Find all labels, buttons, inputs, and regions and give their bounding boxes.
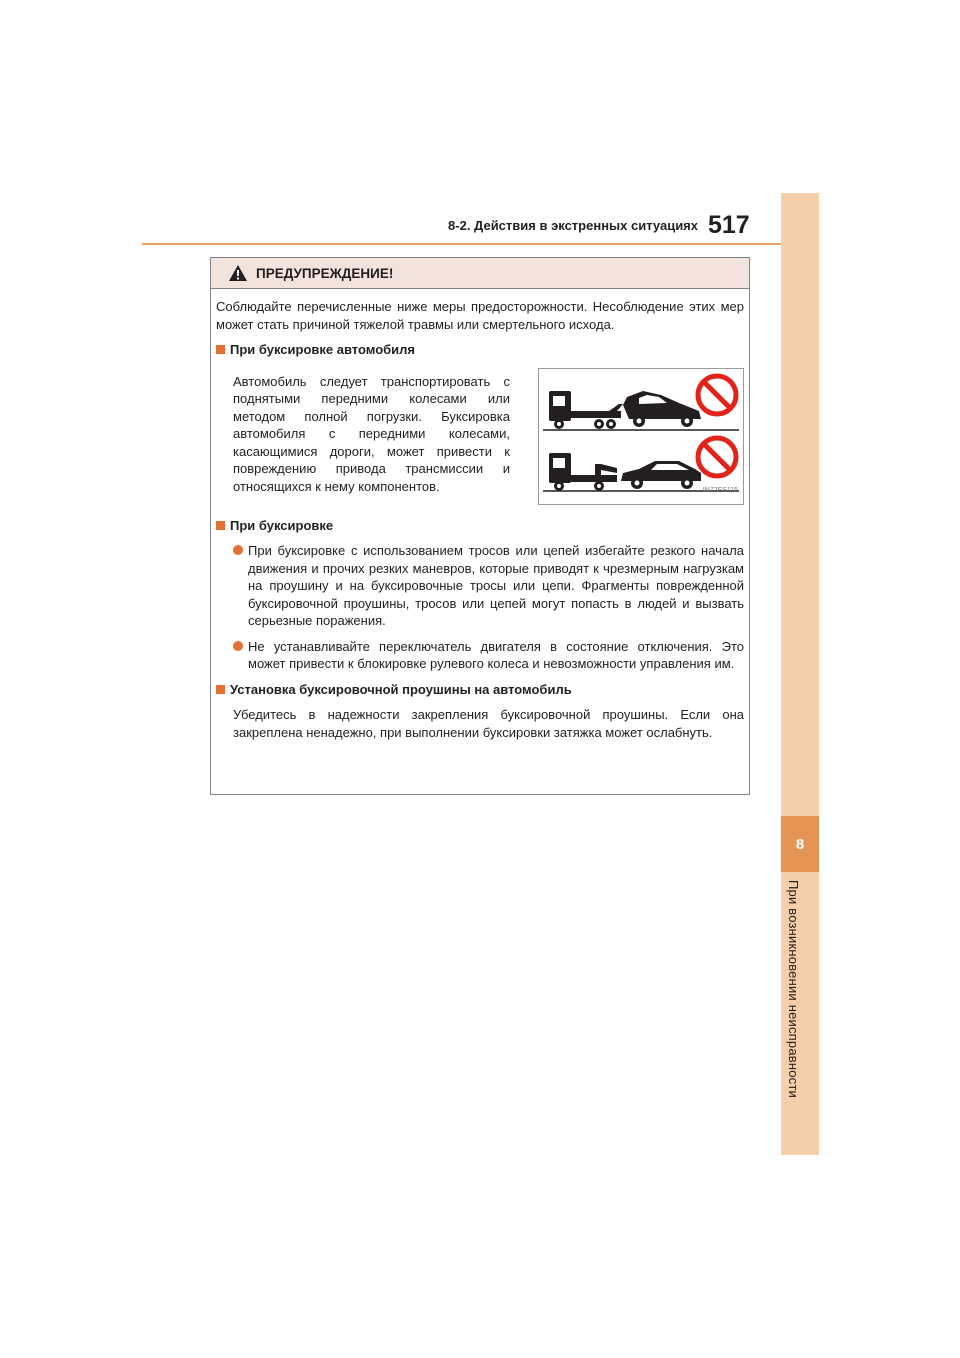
list-item-text: При буксировке с использованием тросов или цепей избегайте резкого начала движения и прочих резких маневров, которые приводят к чрезмерным нагрузкам на проушину и на буксировочные тросы или цепи. Фрагменты поврежденной буксировочной проушины, тросов или цепей могут попасть в людей и вызвать серьезные поражения.: [248, 543, 744, 628]
list-item-text: Не устанавливайте переключатель двигателя в состояние отключения. Это может привести к блокировке рулевого колеса и невозможности управления им.: [248, 638, 744, 671]
figure-code: IN72ES115: [702, 487, 738, 494]
car-top: [623, 391, 701, 427]
warning-intro: Соблюдайте перечисленные ниже меры предосторожности. Несоблюдение этих мер может стать причиной тяжелой травмы или смертельного исхода.: [216, 299, 744, 332]
tow-truck-top: [549, 391, 623, 429]
tow-truck-illustration: [538, 368, 744, 505]
prohibition-sign-top: [698, 376, 736, 414]
warning-header: [211, 258, 749, 289]
vehicle-towing-block: [216, 367, 744, 505]
page-number: 517: [708, 211, 750, 239]
chapter-title-text: При возникновении неисправности: [786, 880, 801, 1098]
warning-title: ПРЕДУПРЕЖДЕНИЕ!: [256, 265, 394, 281]
list-item: [216, 638, 744, 673]
vehicle-towing-text: Автомобиль следует транспортировать с поднятыми передними колесами или методом полной погрузки. Буксировка автомобиля с передними колесами, касающимися дороги, может привести к повреждению привода трансмиссии и относящихся к нему компонентов.: [233, 373, 510, 494]
section-heading-towing: При буксировке: [216, 517, 744, 535]
section-title: 8-2. Действия в экстренных ситуациях: [448, 218, 698, 233]
tow-eye-text: Убедитесь в надежности закрепления буксировочной проушины. Если она закреплена ненадежно, при выполнении буксировки затяжка может ослабнуть.: [233, 707, 744, 740]
chapter-number: 8: [781, 816, 819, 872]
round-bullet-icon: [233, 545, 243, 555]
square-bullet-icon: [216, 521, 225, 530]
prohibition-sign-bottom: [698, 438, 736, 476]
round-bullet-icon: [233, 641, 243, 651]
section-heading-tow-eye: Установка буксировочной проушины на автомобиль: [216, 681, 744, 699]
car-bottom: [621, 461, 701, 489]
warning-box: [210, 257, 750, 795]
warning-content: [216, 298, 744, 741]
warning-triangle-icon: [228, 264, 248, 282]
square-bullet-icon: [216, 685, 225, 694]
square-bullet-icon: [216, 345, 225, 354]
header-rule: [142, 243, 818, 245]
list-item: [216, 542, 744, 630]
section-heading-vehicle-towing: При буксировке автомобиля: [216, 341, 744, 359]
tow-truck-bottom: [549, 453, 617, 491]
